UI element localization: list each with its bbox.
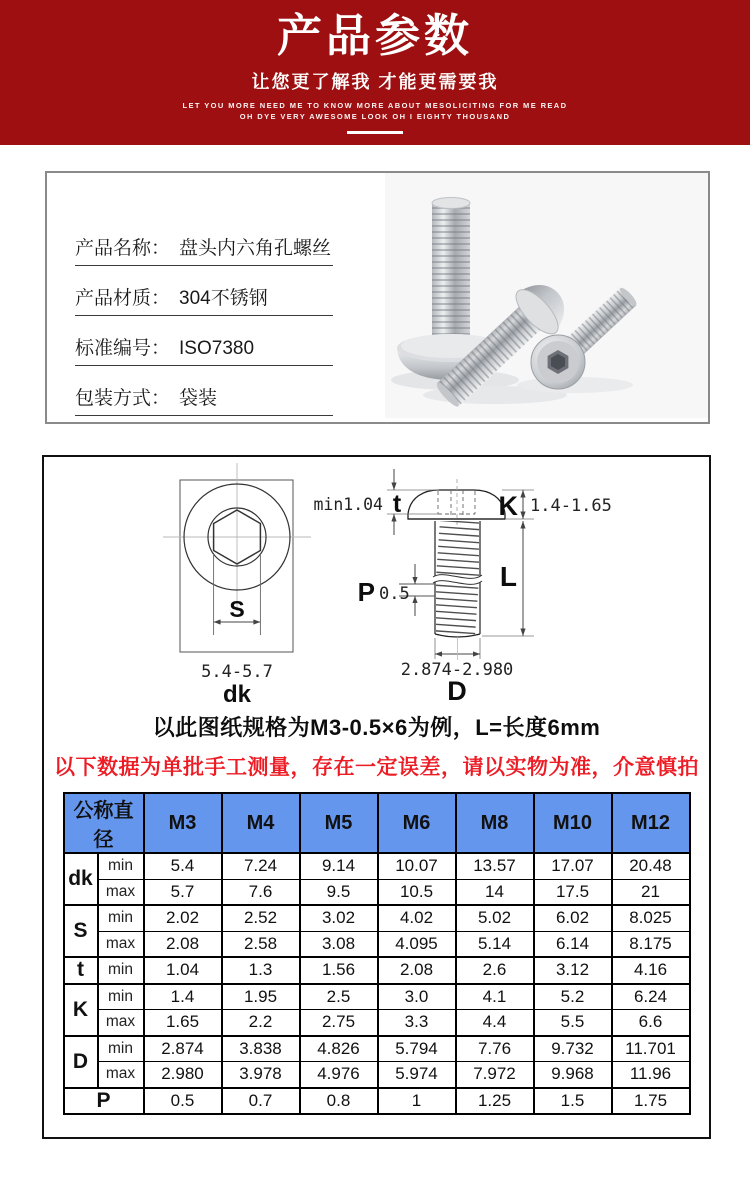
value-cell: 4.16 [612, 957, 690, 984]
value-cell: 2.52 [222, 905, 300, 931]
value-cell: 4.826 [300, 1036, 378, 1062]
packaging-label: 包装方式： [75, 388, 171, 409]
value-cell: 2.6 [456, 957, 534, 984]
packaging-row [75, 383, 333, 416]
technical-box [42, 455, 711, 1139]
s-dimension-label: S [228, 596, 245, 622]
k-range-text: 1.4-1.65 [529, 496, 612, 516]
value-cell: 6.14 [534, 931, 612, 957]
dimension-label: D [64, 1036, 98, 1088]
value-cell: 20.48 [612, 853, 690, 879]
value-cell: 2.5 [300, 984, 378, 1010]
banner-tagline-line2: OH DYE VERY AWESOME LOOK OH I EIGHTY THOUSAND [239, 111, 511, 121]
minmax-label: min [98, 957, 144, 984]
value-cell: 4.976 [300, 1062, 378, 1088]
dk-range-text: 5.4-5.7 [200, 662, 273, 682]
product-info-box [45, 171, 710, 424]
value-cell: 1.04 [144, 957, 222, 984]
packaging-value: 袋装 [179, 388, 218, 409]
minmax-label: min [98, 905, 144, 931]
value-cell: 3.838 [222, 1036, 300, 1062]
table-header-row [64, 793, 690, 853]
value-cell: 5.5 [534, 1010, 612, 1036]
value-cell: 3.12 [534, 957, 612, 984]
product-material-value: 304不锈钢 [179, 288, 268, 309]
spec-example-note: 以此图纸规格为M3-0.5×6为例，L=长度6mm [152, 715, 601, 740]
product-name-value: 盘头内六角孔螺丝 [179, 238, 332, 259]
value-cell: 17.5 [534, 879, 612, 905]
banner-tagline-line1: LET YOU MORE NEED ME TO KNOW MORE ABOUT MESOLICITING FOR ME READ [182, 101, 568, 111]
page-title: 产品参数 [276, 10, 473, 61]
spec-table-body [64, 853, 690, 1114]
value-cell: 11.96 [612, 1062, 690, 1088]
minmax-label: max [98, 1010, 144, 1036]
dimension-label: K [64, 984, 98, 1036]
value-cell: 9.968 [534, 1062, 612, 1088]
value-cell: 1.75 [612, 1088, 690, 1115]
d-range-text: 2.874-2.980 [400, 660, 513, 680]
value-cell: 21 [612, 879, 690, 905]
table-row [64, 957, 690, 984]
p-dimension-label: P [357, 577, 375, 607]
value-cell: 4.02 [378, 905, 456, 931]
value-cell: 1.25 [456, 1088, 534, 1115]
minmax-label: max [98, 1062, 144, 1088]
value-cell: 1.4 [144, 984, 222, 1010]
value-cell: 0.8 [300, 1088, 378, 1115]
side-view-drawing [313, 469, 611, 706]
header-nominal-diameter: 公称直径 [64, 793, 144, 853]
top-view-drawing [163, 463, 311, 708]
table-row [64, 879, 690, 905]
banner-tagline [0, 101, 750, 122]
value-cell: 2.980 [144, 1062, 222, 1088]
value-cell: 1.65 [144, 1010, 222, 1036]
value-cell: 2.874 [144, 1036, 222, 1062]
header-m6: M6 [378, 793, 456, 853]
minmax-label: max [98, 879, 144, 905]
value-cell: 7.6 [222, 879, 300, 905]
value-cell: 7.972 [456, 1062, 534, 1088]
value-cell: 11.701 [612, 1036, 690, 1062]
product-name-label: 产品名称： [75, 238, 171, 259]
table-row [64, 1062, 690, 1088]
value-cell: 4.4 [456, 1010, 534, 1036]
header-m8: M8 [456, 793, 534, 853]
value-cell: 5.14 [456, 931, 534, 957]
table-row [64, 1088, 690, 1115]
value-cell: 0.5 [144, 1088, 222, 1115]
value-cell: 7.76 [456, 1036, 534, 1062]
header-m10: M10 [534, 793, 612, 853]
value-cell: 3.02 [300, 905, 378, 931]
value-cell: 10.5 [378, 879, 456, 905]
spec-table [63, 792, 691, 1115]
t-dimension-label: t [392, 490, 401, 518]
value-cell: 2.08 [378, 957, 456, 984]
standard-number-value: ISO7380 [179, 338, 255, 359]
dimension-label: t [64, 957, 98, 984]
dimension-label: P [64, 1088, 144, 1115]
product-name-row [75, 233, 333, 266]
value-cell: 1.5 [534, 1088, 612, 1115]
value-cell: 5.02 [456, 905, 534, 931]
banner [0, 0, 750, 145]
value-cell: 5.974 [378, 1062, 456, 1088]
product-photo [385, 173, 708, 418]
table-row [64, 853, 690, 879]
standard-number-label: 标准编号： [75, 338, 171, 359]
header-m12: M12 [612, 793, 690, 853]
value-cell: 3.3 [378, 1010, 456, 1036]
p-value-text: 0.5 [378, 584, 410, 604]
minmax-label: min [98, 984, 144, 1010]
value-cell: 4.095 [378, 931, 456, 957]
value-cell: 1.95 [222, 984, 300, 1010]
measurement-warning: 以下数据为单批手工测量，存在一定误差，请以实物为准，介意慎拍 [54, 756, 699, 779]
minmax-label: min [98, 853, 144, 879]
value-cell: 5.2 [534, 984, 612, 1010]
minmax-label: max [98, 931, 144, 957]
value-cell: 9.5 [300, 879, 378, 905]
value-cell: 14 [456, 879, 534, 905]
header-m5: M5 [300, 793, 378, 853]
value-cell: 9.732 [534, 1036, 612, 1062]
value-cell: 8.025 [612, 905, 690, 931]
value-cell: 3.978 [222, 1062, 300, 1088]
d-dimension-label: D [446, 676, 467, 706]
dimension-label: S [64, 905, 98, 957]
standard-number-row [75, 333, 333, 366]
value-cell: 3.0 [378, 984, 456, 1010]
header-m4: M4 [222, 793, 300, 853]
value-cell: 2.08 [144, 931, 222, 957]
banner-divider [347, 131, 403, 134]
value-cell: 1.3 [222, 957, 300, 984]
dimension-label: dk [64, 853, 98, 905]
value-cell: 1.56 [300, 957, 378, 984]
value-cell: 17.07 [534, 853, 612, 879]
header-m3: M3 [144, 793, 222, 853]
table-row [64, 905, 690, 931]
value-cell: 6.02 [534, 905, 612, 931]
value-cell: 5.794 [378, 1036, 456, 1062]
value-cell: 2.75 [300, 1010, 378, 1036]
value-cell: 6.24 [612, 984, 690, 1010]
value-cell: 1 [378, 1088, 456, 1115]
value-cell: 7.24 [222, 853, 300, 879]
value-cell: 0.7 [222, 1088, 300, 1115]
table-row [64, 931, 690, 957]
table-row [64, 1010, 690, 1036]
value-cell: 9.14 [300, 853, 378, 879]
product-material-label: 产品材质： [75, 288, 171, 309]
engineering-drawing [47, 461, 707, 708]
dk-dimension-label: dk [222, 681, 251, 708]
value-cell: 5.7 [144, 879, 222, 905]
banner-subtitle: 让您更了解我 才能更需要我 [251, 72, 499, 93]
table-row [64, 984, 690, 1010]
value-cell: 13.57 [456, 853, 534, 879]
product-material-row [75, 283, 333, 316]
k-dimension-label: K [498, 491, 518, 521]
value-cell: 2.58 [222, 931, 300, 957]
value-cell: 2.2 [222, 1010, 300, 1036]
value-cell: 8.175 [612, 931, 690, 957]
table-row [64, 1036, 690, 1062]
t-min-text: min1.04 [312, 495, 383, 514]
value-cell: 3.08 [300, 931, 378, 957]
value-cell: 6.6 [612, 1010, 690, 1036]
value-cell: 2.02 [144, 905, 222, 931]
minmax-label: min [98, 1036, 144, 1062]
value-cell: 4.1 [456, 984, 534, 1010]
value-cell: 5.4 [144, 853, 222, 879]
product-info-fields [75, 233, 333, 433]
value-cell: 10.07 [378, 853, 456, 879]
l-dimension-label: L [499, 561, 517, 592]
